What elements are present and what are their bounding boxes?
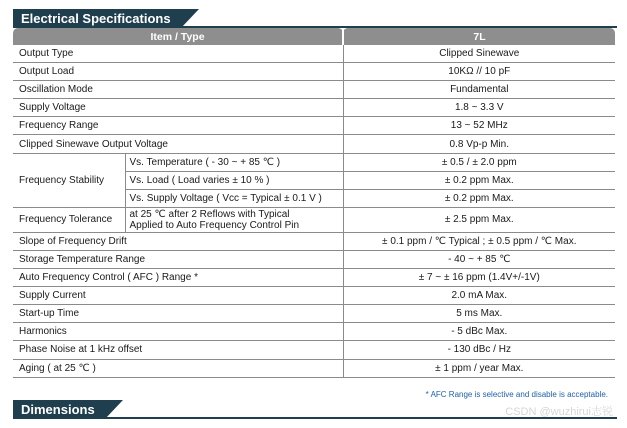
row-label: Frequency Stability	[13, 153, 125, 207]
row-label: Phase Noise at 1 kHz offset	[13, 341, 343, 359]
section-title: Electrical Specifications	[13, 9, 181, 28]
table-row	[13, 99, 615, 117]
row-value: ± 0.1 ppm / ℃ Typical ; ± 0.5 ppm / ℃ Max.	[343, 232, 615, 250]
row-sublabel	[125, 207, 343, 232]
row-sublabel: Vs. Supply Voltage ( Vcc = Typical ± 0.1 V )	[125, 189, 343, 207]
table-row	[13, 117, 615, 135]
table-row	[13, 323, 615, 341]
table-row	[13, 232, 615, 250]
row-label: Frequency Range	[13, 117, 343, 135]
row-value: 5 ms Max.	[343, 305, 615, 323]
column-header-item-type: Item / Type	[13, 28, 343, 45]
table-row	[13, 341, 615, 359]
row-value: ± 2.5 ppm Max.	[343, 207, 615, 232]
table-header-row	[13, 28, 615, 45]
row-value: - 5 dBc Max.	[343, 323, 615, 341]
table-row	[13, 287, 615, 305]
row-sublabel: Vs. Temperature ( - 30 ~ + 85 ℃ )	[125, 153, 343, 171]
table-row	[13, 250, 615, 268]
row-value: - 40 ~ + 85 ℃	[343, 250, 615, 268]
row-value: ± 1 ppm / year Max.	[343, 359, 615, 377]
table-row	[13, 153, 615, 171]
table-row	[13, 359, 615, 377]
row-label: Storage Temperature Range	[13, 250, 343, 268]
row-label: Supply Voltage	[13, 99, 343, 117]
table-row	[13, 269, 615, 287]
row-value: 0.8 Vp-p Min.	[343, 135, 615, 153]
table-row	[13, 63, 615, 81]
condition-line-1: at 25 ℃ after 2 Reflows with Typical	[129, 208, 290, 220]
row-label: Output Load	[13, 63, 343, 81]
electrical-specifications-header	[13, 9, 617, 28]
table-row	[13, 135, 615, 153]
row-value: 13 ~ 52 MHz	[343, 117, 615, 135]
column-header-7l: 7L	[343, 28, 615, 45]
row-sublabel: Vs. Load ( Load varies ± 10 % )	[125, 171, 343, 189]
row-value: ± 7 ~ ± 16 ppm (1.4V+/-1V)	[343, 269, 615, 287]
afc-footnote: * AFC Range is selective and disable is acceptable.	[425, 390, 608, 399]
row-label: Oscillation Mode	[13, 81, 343, 99]
row-value: Clipped Sinewave	[343, 45, 615, 63]
row-label: Aging ( at 25 ℃ )	[13, 359, 343, 377]
row-label: Frequency Tolerance	[13, 207, 125, 232]
row-label: Supply Current	[13, 287, 343, 305]
row-value: - 130 dBc / Hz	[343, 341, 615, 359]
section-title: Dimensions	[13, 400, 105, 419]
row-value: ± 0.2 ppm Max.	[343, 171, 615, 189]
row-label: Clipped Sinewave Output Voltage	[13, 135, 343, 153]
table-row	[13, 45, 615, 63]
row-label: Start-up Time	[13, 305, 343, 323]
row-label: Auto Frequency Control ( AFC ) Range *	[13, 269, 343, 287]
row-label: Harmonics	[13, 323, 343, 341]
row-value: Fundamental	[343, 81, 615, 99]
row-value: 10KΩ // 10 pF	[343, 63, 615, 81]
table-row	[13, 81, 615, 99]
row-value: ± 0.2 ppm Max.	[343, 189, 615, 207]
watermark: CSDN @wuzhirui志锐	[505, 406, 613, 418]
table-row	[13, 207, 615, 232]
row-label: Output Type	[13, 45, 343, 63]
row-value: 1.8 ~ 3.3 V	[343, 99, 615, 117]
row-value: 2.0 mA Max.	[343, 287, 615, 305]
table-row	[13, 305, 615, 323]
condition-line-2: Applied to Auto Frequency Control Pin	[129, 219, 300, 231]
row-value: ± 0.5 / ± 2.0 ppm	[343, 153, 615, 171]
row-label: Slope of Frequency Drift	[13, 232, 343, 250]
specifications-table	[13, 28, 615, 378]
